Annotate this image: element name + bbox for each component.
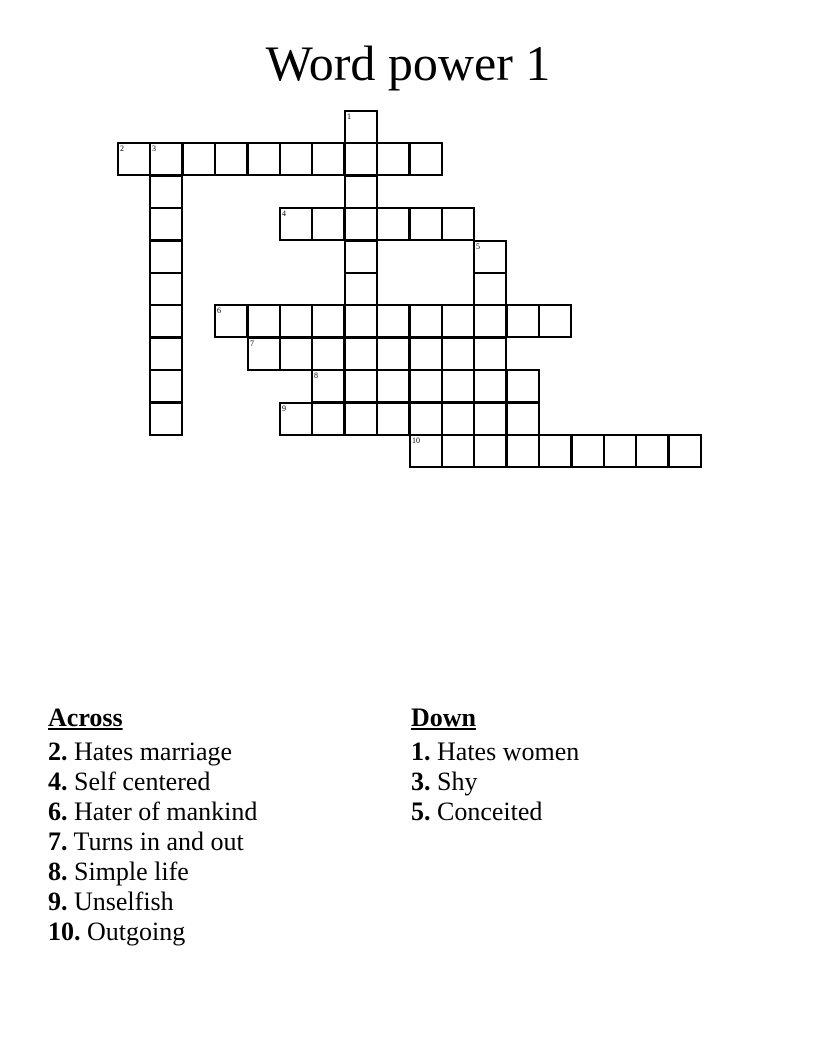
crossword-cell[interactable] [473, 272, 507, 306]
crossword-cell[interactable] [344, 402, 378, 436]
across-clue [48, 857, 257, 887]
crossword-cell[interactable] [149, 240, 183, 274]
crossword-cell[interactable] [311, 142, 345, 176]
clue-number: 2. [48, 737, 68, 766]
crossword-cell[interactable] [506, 304, 540, 338]
cell-number: 9 [282, 404, 286, 413]
crossword-cell[interactable] [311, 402, 345, 436]
crossword-cell[interactable] [376, 402, 410, 436]
crossword-cell[interactable] [344, 142, 378, 176]
crossword-cell[interactable] [344, 272, 378, 306]
crossword-cell[interactable] [149, 304, 183, 338]
crossword-cell[interactable] [311, 337, 345, 371]
page-title: Word power 1 [265, 35, 551, 91]
crossword-cell[interactable] [247, 304, 281, 338]
across-clue [48, 767, 257, 797]
clue-number: 5. [411, 797, 431, 826]
clue-text: Hates women [437, 737, 580, 766]
crossword-cell[interactable] [279, 304, 313, 338]
clue-number: 6. [48, 797, 68, 826]
crossword-cell[interactable] [409, 142, 443, 176]
crossword-cell[interactable] [149, 337, 183, 371]
crossword-cell[interactable] [376, 337, 410, 371]
crossword-cell[interactable] [376, 207, 410, 241]
crossword-cell[interactable] [344, 304, 378, 338]
crossword-cell[interactable] [441, 434, 475, 468]
across-heading: Across [48, 703, 123, 732]
crossword-cell[interactable] [149, 369, 183, 403]
crossword-cell[interactable] [506, 402, 540, 436]
crossword-cell[interactable] [409, 434, 443, 468]
crossword-cell[interactable] [441, 337, 475, 371]
clue-text: Shy [437, 767, 478, 796]
crossword-cell[interactable] [506, 434, 540, 468]
crossword-cell[interactable] [473, 434, 507, 468]
crossword-cell[interactable] [473, 337, 507, 371]
cell-number: 6 [217, 306, 221, 315]
crossword-cell[interactable] [409, 304, 443, 338]
crossword-cell[interactable] [182, 142, 216, 176]
crossword-cell[interactable] [376, 304, 410, 338]
crossword-cell[interactable] [344, 207, 378, 241]
crossword-cell[interactable] [441, 369, 475, 403]
crossword-cell[interactable] [506, 369, 540, 403]
crossword-cell[interactable] [441, 402, 475, 436]
clue-text: Hater of mankind [74, 797, 258, 826]
across-clue [48, 917, 257, 947]
crossword-cell[interactable] [473, 402, 507, 436]
crossword-cell[interactable] [409, 337, 443, 371]
crossword-cell[interactable] [409, 207, 443, 241]
crossword-grid [0, 0, 816, 480]
crossword-cell[interactable] [149, 175, 183, 209]
down-clue [411, 797, 579, 827]
down-heading: Down [411, 703, 477, 732]
crossword-cell[interactable] [149, 142, 183, 176]
crossword-cell[interactable] [149, 207, 183, 241]
clue-number: 3. [411, 767, 431, 796]
cell-number: 1 [347, 112, 351, 121]
clue-number: 7. [48, 827, 68, 856]
cell-number: 4 [282, 209, 286, 218]
clue-text: Hates marriage [74, 737, 233, 766]
clue-number: 8. [48, 857, 68, 886]
crossword-cell[interactable] [279, 337, 313, 371]
clue-number: 10. [48, 917, 81, 946]
crossword-cell[interactable] [279, 207, 313, 241]
clue-number: 9. [48, 887, 68, 916]
crossword-cell[interactable] [247, 337, 281, 371]
cell-number: 8 [314, 371, 318, 380]
crossword-cell[interactable] [376, 369, 410, 403]
clue-number: 4. [48, 767, 68, 796]
cell-number: 10 [412, 436, 420, 445]
crossword-cell[interactable] [117, 142, 151, 176]
down-clues [411, 703, 579, 827]
crossword-cell[interactable] [441, 304, 475, 338]
across-clue [48, 887, 257, 917]
cell-number: 7 [250, 339, 254, 348]
crossword-cell[interactable] [409, 402, 443, 436]
crossword-cell[interactable] [279, 402, 313, 436]
crossword-cell[interactable] [311, 369, 345, 403]
crossword-cell[interactable] [571, 434, 605, 468]
across-clue [48, 797, 257, 827]
crossword-cell[interactable] [344, 110, 378, 144]
clue-text: Turns in and out [73, 827, 244, 856]
cell-number: 2 [120, 144, 124, 153]
cell-number: 5 [476, 242, 480, 251]
crossword-cell[interactable] [344, 337, 378, 371]
crossword-cell[interactable] [344, 175, 378, 209]
crossword-cell[interactable] [149, 402, 183, 436]
crossword-cell[interactable] [409, 369, 443, 403]
clue-text: Outgoing [87, 917, 186, 946]
clue-text: Unselfish [74, 887, 174, 916]
crossword-cell[interactable] [311, 304, 345, 338]
crossword-cell[interactable] [473, 240, 507, 274]
down-clue [411, 767, 579, 797]
clue-number: 1. [411, 737, 431, 766]
crossword-cell[interactable] [441, 207, 475, 241]
crossword-cell[interactable] [149, 272, 183, 306]
crossword-cell[interactable] [473, 369, 507, 403]
crossword-cell[interactable] [668, 434, 702, 468]
crossword-cell[interactable] [214, 304, 248, 338]
crossword-cell[interactable] [279, 142, 313, 176]
across-clue [48, 737, 257, 767]
crossword-cell[interactable] [311, 207, 345, 241]
clue-text: Conceited [437, 797, 543, 826]
crossword-cell[interactable] [538, 304, 572, 338]
crossword-cell[interactable] [344, 240, 378, 274]
crossword-cell[interactable] [635, 434, 669, 468]
cell-number: 3 [152, 144, 156, 153]
crossword-cell[interactable] [247, 142, 281, 176]
crossword-cell[interactable] [473, 304, 507, 338]
across-clue [48, 827, 257, 857]
crossword-cell[interactable] [214, 142, 248, 176]
crossword-cell[interactable] [538, 434, 572, 468]
across-clues [48, 703, 257, 947]
crossword-cell[interactable] [603, 434, 637, 468]
clue-text: Self centered [74, 767, 211, 796]
crossword-cell[interactable] [344, 369, 378, 403]
crossword-cell[interactable] [376, 142, 410, 176]
clue-text: Simple life [74, 857, 189, 886]
down-clue [411, 737, 579, 767]
